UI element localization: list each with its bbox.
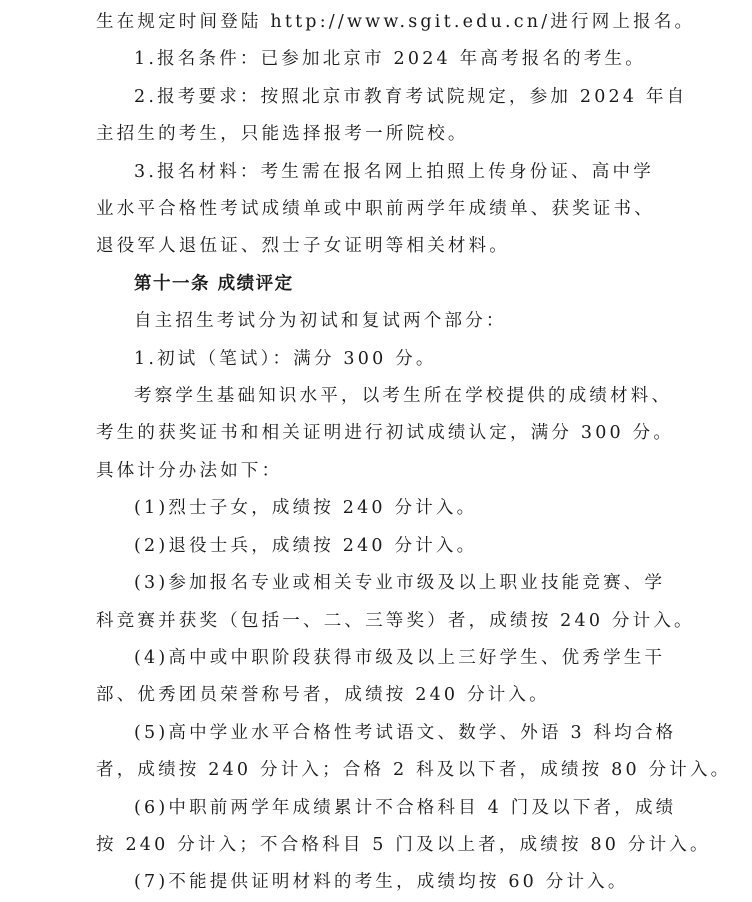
- text-line: 具体计分办法如下：: [96, 460, 283, 481]
- text-line: 科竞赛并获奖（包括一、二、三等奖）者，成绩按 240 分计入。: [96, 610, 695, 631]
- text-line: 按 240 分计入；不合格科目 5 门及以上者，成绩按 80 分计入。: [96, 834, 711, 855]
- text-line: 主招生的考生，只能选择报考一所院校。: [96, 124, 469, 145]
- text-line: 者，成绩按 240 分计入；合格 2 科及以下者，成绩按 80 分计入。: [96, 760, 732, 781]
- section-heading: 第十一条 成绩评定: [134, 273, 294, 294]
- text-line: (7)不能提供证明材料的考生，成绩均按 60 分计入。: [134, 872, 629, 893]
- text-line: 生在规定时间登陆 http://www.sgit.edu.cn/进行网上报名。: [96, 12, 696, 32]
- text-line: 部、优秀团员荣誉称号者，成绩按 240 分计入。: [96, 685, 550, 706]
- text-line: 考察学生基础知识水平，以考生所在学校提供的成绩材料、: [134, 386, 673, 407]
- text-line: (1)烈士子女，成绩按 240 分计入。: [134, 498, 478, 519]
- text-line: 1.报名条件：已参加北京市 2024 年高考报名的考生。: [134, 49, 646, 70]
- text-line: (5)高中学业水平合格性考试语文、数学、外语 3 科均合格: [134, 722, 677, 743]
- text-line: (4)高中或中职阶段获得市级及以上三好学生、优秀学生干: [134, 647, 666, 668]
- text-line: 2.报考要求：按照北京市教育考试院规定，参加 2024 年自: [134, 86, 688, 107]
- text-line: (2)退役士兵，成绩按 240 分计入。: [134, 535, 478, 556]
- text-line: 退役军人退伍证、烈士子女证明等相关材料。: [96, 236, 510, 257]
- text-line: 业水平合格性考试成绩单或中职前两学年成绩单、获奖证书、: [96, 199, 655, 220]
- text-line: (6)中职前两学年成绩累计不合格科目 4 门及以下者，成绩: [134, 797, 677, 818]
- text-line: (3)参加报名专业或相关专业市级及以上职业技能竞赛、学: [134, 573, 666, 594]
- text-line: 考生的获奖证书和相关证明进行初试成绩认定，满分 300 分。: [96, 423, 675, 444]
- text-line: 3.报名材料：考生需在报名网上拍照上传身份证、高中学: [134, 161, 654, 182]
- text-line: 1.初试（笔试）：满分 300 分。: [134, 348, 437, 369]
- text-line: 自主招生考试分为初试和复试两个部分：: [134, 311, 507, 332]
